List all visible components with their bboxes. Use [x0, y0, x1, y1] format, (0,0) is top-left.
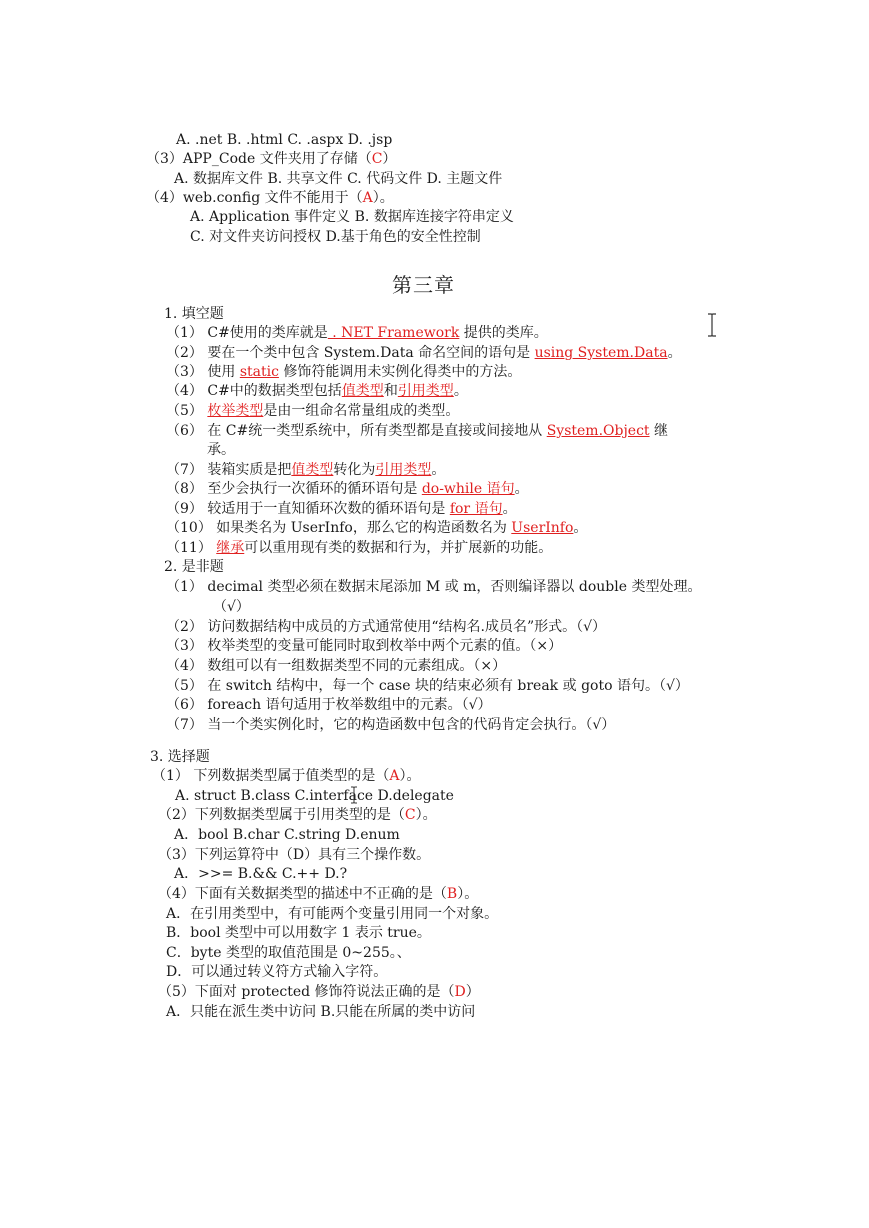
line-text: 。: [573, 520, 588, 536]
text-line: [166, 461, 445, 480]
text-line: [166, 363, 521, 382]
line-text: （3）APP_Code 文件夹用了存储（: [146, 151, 372, 167]
text-line: [166, 519, 587, 538]
line-text: 。: [431, 462, 446, 478]
answer-text: B: [446, 886, 458, 902]
answer-text: System.Object: [546, 423, 650, 439]
text-line: [166, 716, 615, 735]
line-text: （8） 至少会执行一次循环的循环语句是: [166, 481, 422, 497]
line-text: 提供的类库。: [459, 325, 548, 341]
line-text: （√）: [213, 599, 250, 615]
line-text: （11）: [166, 540, 217, 556]
line-text: （9） 较适用于一直知循环次数的循环语句是: [166, 501, 450, 517]
answer-text: static: [239, 364, 279, 380]
line-text: A. .net B. .html C. .aspx D. .jsp: [176, 132, 393, 148]
text-line: [190, 228, 481, 247]
line-text: （4）下面有关数据类型的描述中不正确的是（: [158, 886, 447, 902]
line-text: （7） 装箱实质是把: [166, 462, 292, 478]
text-line: [166, 422, 668, 441]
line-text: （10） 如果类名为 UserInfo，那么它的构造函数名为: [166, 520, 512, 536]
line-text: A. struct B.class C.interface D.delegate: [175, 788, 454, 804]
line-text: 可以重用现有类的数据和行为，并扩展新的功能。: [244, 540, 553, 556]
line-text: （6） foreach 语句适用于枚举数组中的元素。（√）: [166, 697, 492, 713]
line-text: 3. 选择题: [150, 749, 210, 765]
answer-text: C: [404, 807, 416, 823]
line-text: （4）web.config 文件不能用于（: [146, 190, 363, 206]
text-line: [158, 846, 430, 865]
line-text: 。: [514, 481, 529, 497]
line-text: （4） C#中的数据类型包括: [166, 383, 342, 399]
line-text: （5） 在 switch 结构中，每一个 case 块的结束必须有 break 或 goto 语句。（√）: [166, 678, 689, 694]
text-line: [166, 500, 517, 519]
answer-text: D: [454, 984, 466, 1000]
text-line: [207, 441, 235, 460]
line-text: 是由一组命名常量组成的类型。: [263, 403, 460, 419]
line-text: A．bool B.char C.string D.enum: [174, 827, 400, 843]
text-line: [158, 983, 480, 1002]
text-line: [166, 578, 701, 597]
line-text: 。: [453, 383, 468, 399]
answer-text: 引用类型: [375, 462, 432, 478]
answer-text: C: [371, 151, 383, 167]
line-text: （2）下列数据类型属于引用类型的是（: [158, 807, 405, 823]
text-line: [174, 865, 347, 884]
answer-text: 枚举类型: [207, 403, 264, 419]
text-line: [166, 382, 468, 401]
text-line: [166, 1003, 475, 1022]
line-text: （1） decimal 类型必须在数据末尾添加 M 或 m，否则编译器以 double 类型处理。: [166, 579, 702, 595]
text-line: [166, 324, 548, 343]
answer-text: UserInfo: [511, 520, 574, 536]
line-text: 。: [667, 345, 682, 361]
text-line: [146, 189, 394, 208]
line-text: ）。: [457, 886, 479, 902]
line-text: （5）: [166, 403, 208, 419]
line-text: ）。: [415, 807, 437, 823]
line-text: （4） 数组可以有一组数据类型不同的元素组成。（×）: [166, 658, 507, 674]
text-line: [150, 748, 210, 767]
text-line: [166, 905, 498, 924]
text-line: [174, 826, 400, 845]
line-text: 转化为: [333, 462, 376, 478]
text-line: [166, 344, 682, 363]
text-line: [146, 150, 396, 169]
text-line: [166, 944, 411, 963]
text-line: [158, 806, 437, 825]
line-text: （6） 在 C#统一类型系统中，所有类型都是直接或间接地从: [166, 423, 547, 439]
line-text: ）: [382, 151, 397, 167]
answer-text: . NET Framework: [327, 325, 460, 341]
text-line: [166, 696, 492, 715]
line-text: （5）下面对 protected 修饰符说法正确的是（: [158, 984, 455, 1000]
answer-text: 引用类型: [397, 383, 454, 399]
text-cursor-icon: [350, 786, 358, 804]
text-line: [166, 963, 387, 982]
text-line: [164, 305, 224, 324]
line-text: （1） 下列数据类型属于值类型的是（: [152, 768, 390, 784]
answer-text: 值类型: [291, 462, 334, 478]
text-line: [213, 598, 250, 617]
line-text: 。: [502, 501, 517, 517]
line-text: ）。: [399, 768, 421, 784]
text-line: [166, 539, 552, 558]
line-text: （1） C#使用的类库就是: [166, 325, 328, 341]
line-text: A．在引用类型中，有可能两个变量引用同一个对象。: [166, 906, 499, 922]
answer-text: A: [362, 190, 373, 206]
line-text: （3） 枚举类型的变量可能同时取到枚举中两个元素的值。（×）: [166, 638, 563, 654]
answer-text: A: [389, 768, 400, 784]
line-text: （2） 要在一个类中包含 System.Data 命名空间的语句是: [166, 345, 535, 361]
text-line: [164, 558, 224, 577]
line-text: ）: [465, 984, 480, 1000]
text-line: [176, 131, 392, 150]
answer-text: for 语句: [449, 501, 503, 517]
line-text: A. Application 事件定义 B. 数据库连接字符串定义: [190, 209, 514, 225]
line-text: 承。: [207, 442, 235, 458]
answer-text: 值类型: [341, 383, 384, 399]
line-text: 继: [649, 423, 669, 439]
text-line: [166, 480, 529, 499]
line-text: （7） 当一个类实例化时，它的构造函数中包含的代码肯定会执行。（√）: [166, 717, 616, 733]
line-text: C．byte 类型的取值范围是 0~255。、: [166, 945, 411, 961]
text-line: [158, 885, 478, 904]
line-text: A．只能在派生类中访问 B.只能在所属的类中访问: [166, 1004, 476, 1020]
text-line: [152, 767, 420, 786]
line-text: B．bool 类型中可以用数字 1 表示 true。: [166, 925, 431, 941]
text-line: [190, 208, 514, 227]
text-line: [166, 657, 506, 676]
line-text: （3）下列运算符中（D）具有三个操作数。: [158, 847, 431, 863]
line-text: 1. 填空题: [164, 306, 224, 322]
line-text: C. 对文件夹访问授权 D.基于角色的安全性控制: [190, 229, 481, 245]
answer-text: 继承: [216, 540, 245, 556]
text-line: [166, 924, 431, 943]
chapter-title: 第三章: [392, 273, 455, 297]
text-line: [174, 170, 502, 189]
line-text: ）。: [372, 190, 394, 206]
answer-text: using System.Data: [534, 345, 668, 361]
line-text: 和: [383, 383, 398, 399]
line-text: A. 数据库文件 B. 共享文件 C. 代码文件 D. 主题文件: [174, 171, 503, 187]
line-text: （3） 使用: [166, 364, 240, 380]
line-text: 2. 是非题: [164, 559, 224, 575]
line-text: （2） 访问数据结构中成员的方式通常使用“结构名.成员名”形式。（√）: [166, 619, 607, 635]
line-text: D．可以通过转义符方式输入字符。: [166, 964, 388, 980]
text-line: [166, 618, 606, 637]
answer-text: do-while 语句: [421, 481, 515, 497]
text-line: [166, 402, 459, 421]
ibeam-cursor-icon: [706, 313, 718, 337]
line-text: 修饰符能调用未实例化得类中的方法。: [278, 364, 522, 380]
line-text: A．>>= B.&& C.++ D.?: [174, 866, 348, 882]
text-line: [166, 637, 562, 656]
text-line: [166, 677, 689, 696]
text-line: [175, 787, 454, 806]
